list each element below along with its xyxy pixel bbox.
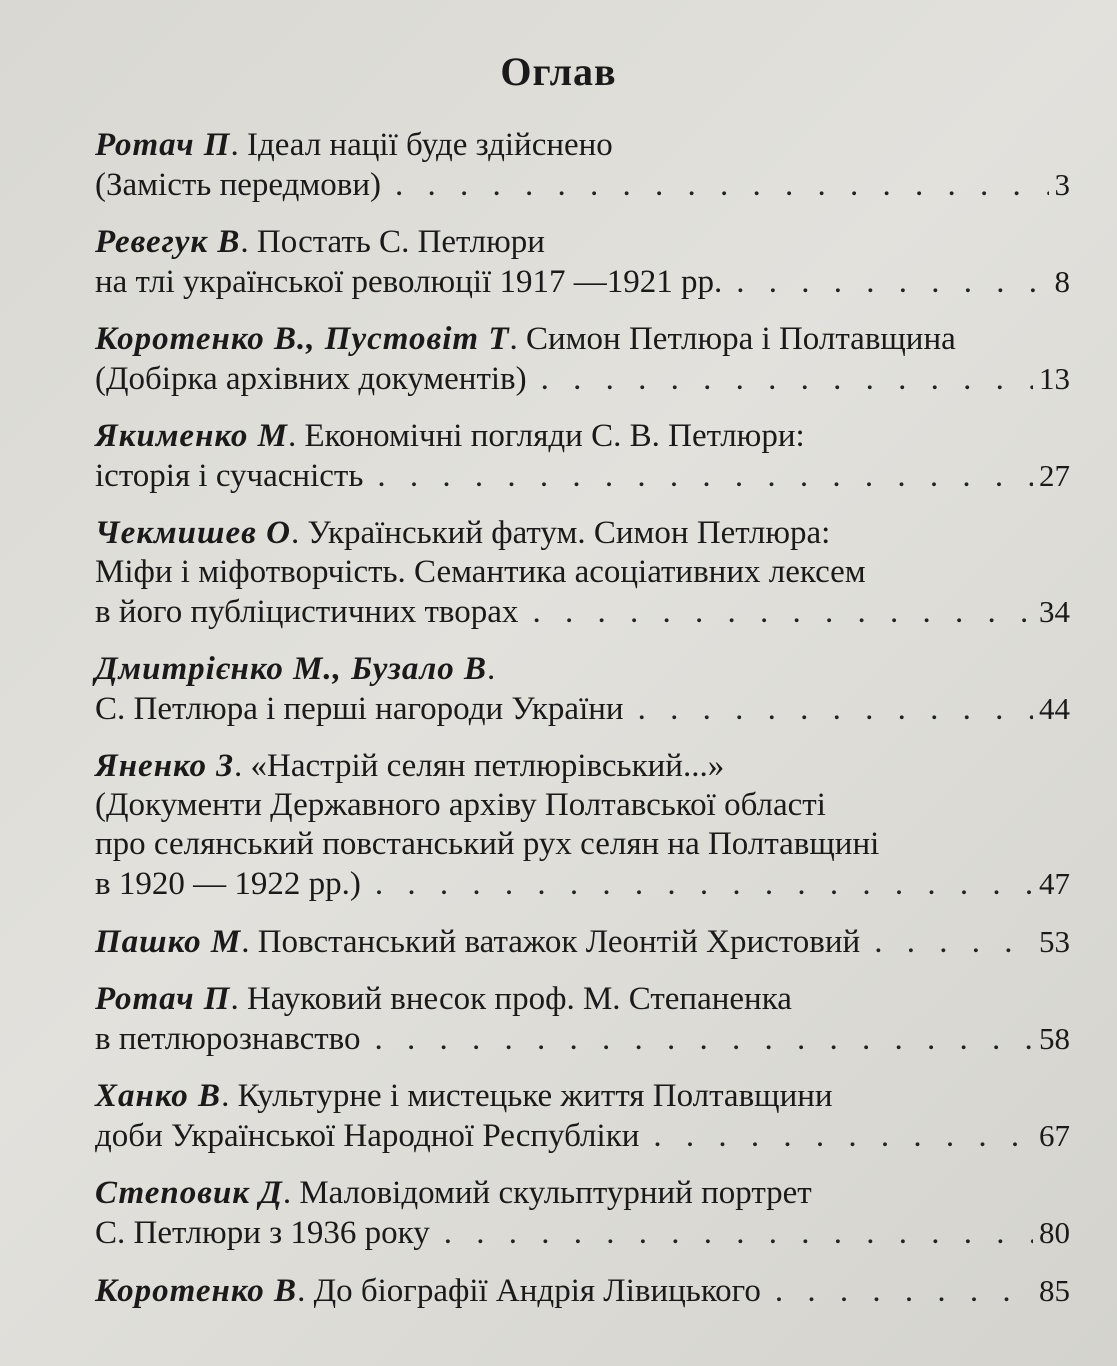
- page-number: 13: [1039, 361, 1070, 396]
- dot-leader: [395, 166, 1048, 205]
- page-number: 85: [1039, 1273, 1070, 1308]
- dot-leader: [775, 1272, 1033, 1311]
- entry-title: . Симон Петлюра і Полтавщина: [509, 321, 956, 357]
- entry-title: (Документи Державного архіву Полтавської області: [95, 787, 826, 823]
- entry-author: Чекмишев О: [95, 515, 291, 551]
- toc-entry-line: [95, 126, 1070, 165]
- toc-entry-line: [95, 1019, 1070, 1059]
- toc-entry-line: [95, 320, 1070, 359]
- dot-leader: [444, 1214, 1033, 1253]
- toc-entry[interactable]: [95, 417, 1070, 496]
- entry-author: Коротенко В., Пустовіт Т: [95, 321, 510, 357]
- entry-title: . «Настрій селян петлюрівський...»: [234, 748, 725, 784]
- entry-author: Якименко М: [95, 418, 288, 454]
- entry-title: С. Петлюра і перші нагороди України: [95, 691, 624, 727]
- entry-title: в петлюрознавство: [95, 1021, 361, 1057]
- toc-entry[interactable]: [95, 320, 1070, 399]
- entry-title: . Маловідомий скульптурний портрет: [282, 1175, 812, 1211]
- toc-entry-line: [95, 689, 1070, 729]
- entry-title: . Український фатум. Симон Петлюра:: [290, 515, 831, 551]
- toc-entry[interactable]: [95, 650, 1070, 729]
- entry-title: . Культурне і мистецьке життя Полтавщини: [221, 1078, 833, 1114]
- entry-title: . Повстанський ватажок Леонтій Христовий: [241, 924, 861, 960]
- table-of-contents: [95, 126, 1070, 1329]
- page-number: 3: [1054, 167, 1070, 202]
- page-number: 47: [1039, 866, 1070, 901]
- toc-entry-line: [95, 922, 1070, 962]
- toc-entry-line: [95, 223, 1070, 262]
- toc-entry[interactable]: [95, 980, 1070, 1059]
- page-title: Оглав: [500, 49, 617, 94]
- toc-entry[interactable]: [95, 922, 1070, 962]
- toc-entry[interactable]: [95, 223, 1070, 302]
- toc-entry-line: [95, 359, 1070, 399]
- entry-title: в його публіцистичних творах: [95, 594, 519, 630]
- entry-title: . Економічні погляди С. В. Петлюри:: [287, 418, 805, 454]
- toc-entry-line: [95, 747, 1070, 786]
- dot-leader: [375, 1020, 1033, 1059]
- entry-author: Пашко М: [95, 924, 242, 960]
- toc-entry[interactable]: [95, 1077, 1070, 1156]
- entry-title: . Науковий внесок проф. М. Степаненка: [230, 981, 792, 1017]
- toc-entry[interactable]: [95, 747, 1070, 904]
- page-number: 27: [1039, 458, 1070, 493]
- toc-entry-line: [95, 864, 1070, 904]
- toc-entry-line: [95, 1174, 1070, 1213]
- dot-leader: [541, 360, 1033, 399]
- toc-entry[interactable]: [95, 1174, 1070, 1253]
- toc-entry-line: [95, 825, 1070, 864]
- page-number: 34: [1039, 594, 1070, 629]
- entry-author: Степовик Д: [95, 1175, 283, 1211]
- entry-title: С. Петлюри з 1936 року: [95, 1215, 430, 1251]
- toc-entry-line: [95, 1213, 1070, 1253]
- dot-leader: [736, 263, 1048, 302]
- entry-author: Ротач П: [95, 127, 231, 163]
- toc-entry-line: [95, 650, 1070, 689]
- dot-leader: [638, 690, 1033, 729]
- toc-entry-line: [95, 165, 1070, 205]
- toc-entry-line: [95, 980, 1070, 1019]
- page-number: 8: [1054, 264, 1070, 299]
- page-number: 80: [1039, 1215, 1070, 1250]
- entry-author: Дмитрієнко М., Бузало В: [95, 651, 488, 687]
- toc-entry-line: [95, 592, 1070, 632]
- toc-entry-line: [95, 514, 1070, 553]
- entry-title: в 1920 — 1922 рр.): [95, 866, 361, 902]
- toc-entry-line: [95, 456, 1070, 496]
- toc-entry-line: [95, 262, 1070, 302]
- toc-entry-line: [95, 417, 1070, 456]
- entry-title: (Замість передмови): [95, 167, 382, 203]
- entry-title: про селянський повстанський рух селян на Полтавщині: [95, 826, 880, 862]
- entry-author: Ревегук В: [95, 224, 241, 260]
- dot-leader: [874, 923, 1033, 962]
- entry-title: . До біографії Андрія Лівицького: [297, 1273, 761, 1309]
- entry-title: . Ідеал нації буде здійснено: [230, 127, 613, 163]
- entry-title: . Постать С. Петлюри: [240, 224, 545, 260]
- entry-author: Яненко З: [95, 748, 235, 784]
- entry-title: історія і сучасність: [95, 458, 364, 494]
- entry-author: Ханко В: [95, 1078, 222, 1114]
- page-number: 44: [1039, 691, 1070, 726]
- entry-author: Ротач П: [95, 981, 231, 1017]
- toc-entry[interactable]: [95, 1271, 1070, 1311]
- entry-title: (Добірка архівних документів): [95, 361, 527, 397]
- toc-entry[interactable]: [95, 126, 1070, 205]
- toc-entry[interactable]: [95, 514, 1070, 632]
- toc-entry-line: [95, 1077, 1070, 1116]
- toc-entry-line: [95, 1271, 1070, 1311]
- dot-leader: [653, 1117, 1033, 1156]
- toc-entry-line: [95, 1116, 1070, 1156]
- dot-leader: [377, 457, 1033, 496]
- entry-title: .: [487, 651, 496, 687]
- page-number: 53: [1039, 924, 1070, 959]
- entry-title: Міфи і міфотворчість. Семантика асоціативних лексем: [95, 554, 866, 590]
- page-number: 58: [1039, 1021, 1070, 1056]
- entry-author: Коротенко В: [95, 1273, 298, 1309]
- dot-leader: [532, 593, 1033, 632]
- entry-title: доби Української Народної Республіки: [95, 1118, 640, 1154]
- page-number: 67: [1039, 1118, 1070, 1153]
- entry-title: на тлі української революції 1917 —1921 рр.: [95, 264, 723, 300]
- toc-entry-line: [95, 553, 1070, 592]
- dot-leader: [375, 865, 1033, 904]
- toc-entry-line: [95, 786, 1070, 825]
